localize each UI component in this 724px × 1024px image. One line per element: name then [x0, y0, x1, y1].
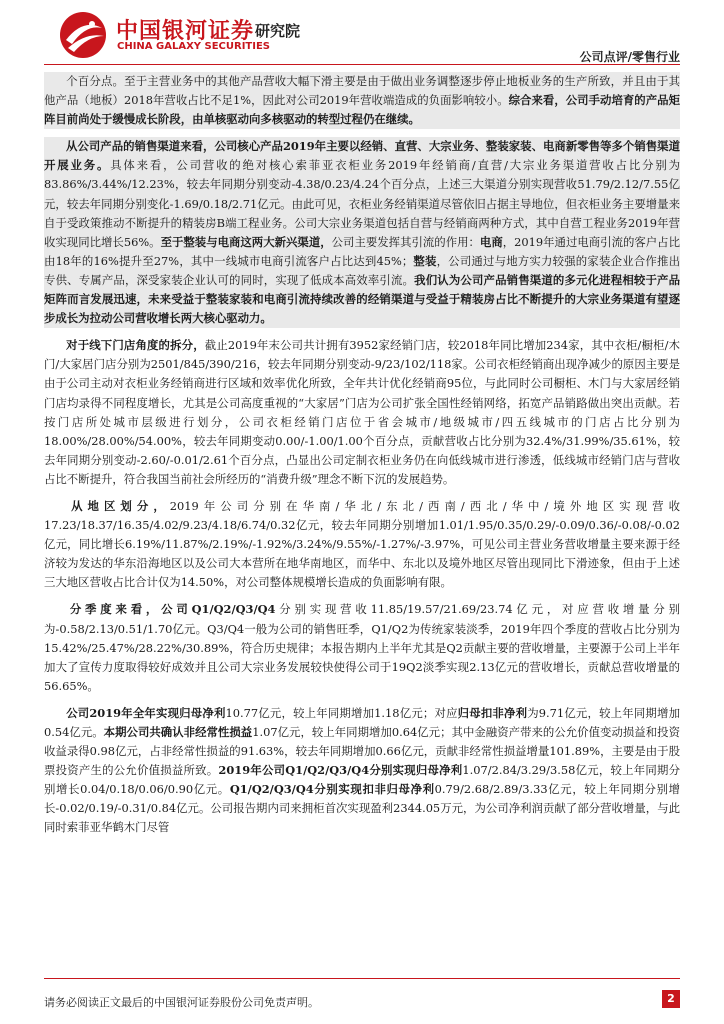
body-paragraph — [44, 137, 680, 328]
bold-text-segment: 分季度来看， — [66, 602, 162, 617]
bold-text-segment: 对于线下门店角度的拆分， — [66, 338, 205, 353]
bold-text-segment: 整装 — [413, 253, 437, 268]
footer-divider — [44, 978, 680, 979]
bold-text-segment: 本期公司共确认非经常性损益 — [103, 725, 253, 739]
text-segment: 分别实现营收11.85/19.57/21.69/23.74亿元，对应营收增量分别为-0.58/2.13/0.51/1.70亿元。Q3/Q4一般为公司的销售旺季，Q1/Q2为传统家装淡季，2019年四个季度的营收占比分别为15.42%/25.47%/28.22%/30.89%，符合历史规律；本报告期内上半年尤其是Q2贡献主要的营收增量，主要源于公司上半年加大了宣传力度取得较好成效并且公司大宗业务发展较快使得公司于19Q2淡季实现2.13亿元的营收增长，贡献总营收增量的56.65%。 — [44, 602, 680, 693]
bold-text-segment: 电商 — [479, 234, 503, 249]
text-segment: 具体来看，公司营收的绝对核心索菲亚衣柜业务2019年经销商/直营/大宗业务渠道营收占比分别为83.86%/3.44%/12.23%，较去年同期分别变动-4.38/0.23/4.24个百分点，上述三大渠道分别实现营收51.79/2.12/7.55亿元，较去年同期分别变化-1.69/0.18/2.71亿元。由此可见，衣柜业务经销渠道尽管依旧占据主导地位，但衣柜业务主要增量来自于受政策推动不断提升的精装房B端工程业务。公司大宗业务渠道包括自营与经销商两种方式，其中自营工程业务2019年营收实现同比增长56%。 — [44, 158, 680, 249]
bold-text-segment: 至于整装与电商这两大新兴渠道， — [160, 234, 332, 249]
page-number: 2 — [662, 990, 680, 1008]
body-paragraph — [44, 704, 680, 838]
footer-disclaimer: 请务必阅读正文最后的中国银河证券股份公司免责声明。 — [44, 996, 319, 1009]
header-divider — [44, 64, 680, 65]
text-segment: 2019年公司分别在华南/华北/东北/西南/西北/华中/境外地区实现营收17.23/18.37/16.35/4.02/9.23/4.18/6.74/0.32亿元，较去年同期分别增加1.01/1.95/0.35/0.29/-0.09/0.36/-0.08/-0.02亿元，同比增长6.19%/11.87%/2.19%/-1.92%/3.24%/9.55%/-1.27%/-3.97%，可见公司主营业务营收增量主要来源于经济较为发达的华东沿海地区以及公司大本营所在地华南地区，而华中、东北以及境外地区尽管出现同比下滑迹象，但由于上述三大地区营收占比合计仅为14.50%，对公司整体规模增长造成的负面影响有限。 — [44, 498, 680, 590]
bold-text-segment: 归母扣非净利 — [457, 705, 528, 720]
text-segment: 10.77亿元，较上年同期增加1.18亿元；对应 — [225, 705, 458, 720]
body-paragraph — [44, 72, 680, 129]
text-segment: 0.79/2.68/2.89/3.33亿元，较上年同期分别增长-0.02/0.19/-0.31/0.84亿元。公司报告期内司来拥柜首次实现盈利2344.05万元，为公司净利润贡献了部分营收增量，与此同时索菲亚华鹤木门尽管 — [44, 782, 681, 835]
text-segment: ，公司通过与地方实力较强的家装企业合作推出专供、专属产品，深受家装企业认可的同时，实现了低成本高效率引流。 — [44, 253, 680, 287]
text-segment: 1.07/2.84/3.29/3.58亿元，较上年同期分别增长0.04/0.18/0.06/0.90亿元。 — [44, 763, 680, 797]
galaxy-logo-icon — [58, 10, 108, 60]
text-segment: 为9.71亿元，较上年同期增加0.54亿元。 — [44, 705, 680, 739]
text-segment: 1.07亿元，较上年同期增加0.64亿元；其中金融资产带来的公允价值变动损益和投资收益录得0.98亿元，占非经常性损益的91.63%，较去年同期增加0.66亿元，贡献非经常性损益增量101.89%，主要是由于股票投资产生的公允价值损益所致。 — [44, 725, 680, 778]
text-segment: 公司主要发挥其引流的作用： — [331, 234, 480, 249]
bold-text-segment: Q1/Q2/Q3/Q4分别实现扣非归母净利 — [229, 782, 435, 797]
bold-text-segment: 公司Q1/Q2/Q3/Q4 — [161, 602, 276, 617]
report-category: 公司点评/零售行业 — [579, 50, 680, 64]
bold-text-segment: 综合来看，公司手动培育的产品矩阵目前尚处于缓慢成长阶段，由单核驱动向多核驱动的转型过程仍在继续。 — [44, 93, 680, 127]
text-segment: 截止2019年末公司共计拥有3952家经销门店，较2018年同比增加234家，其中衣柜/橱柜/木门/大家居门店分别为2501/845/390/216，较去年同期分别变动-9/23/102/118家。公司衣柜经销商出现净减少的原因主要是由于公司主动对衣柜业务经销商进行区域和效率优化所致，全年共计优化经销商95位，与此同时公司橱柜、木门与大家居经销门店均录得不同程度增长，尤其是公司高度重视的“大家居”门店为公司扩张全国性经销网络，拓宽产品销路做出突出贡献。若按门店所处城市层级进行划分，公司衣柜经销门店位于省会城市/地级城市/四五线城市的门店占比分别为18.00%/28.00%/54.00%，较去年同期变动0.00/-1.00/1.00个百分点，贡献营收占比分别为32.4%/31.99%/35.61%，较去年同期分别变动-2.60/-0.01/2.61个百分点，凸显出公司定制衣柜业务仍在向低线城市进行渗透，低线城市经销门店与营收占比不断提升，符合我国当前社会所经历的“消费升级”理念不断下沉的发展趋势。 — [44, 338, 680, 486]
body-paragraph — [44, 600, 680, 695]
report-body — [44, 72, 680, 846]
bold-text-segment: 从公司产品的销售渠道来看，公司核心产品2019年主要以经销、直营、大宗业务、整装家装、电商新零售等多个销售渠道开展业务。 — [44, 139, 680, 173]
bold-text-segment: 公司2019年全年实现归母净利 — [66, 705, 226, 720]
bold-text-segment: 从地区划分， — [66, 498, 170, 513]
body-paragraph — [44, 497, 680, 592]
body-paragraph — [44, 336, 680, 489]
text-segment: 个百分点。至于主营业务中的其他产品营收大幅下滑主要是由于做出业务调整逐步停止地板业务的生产所致，并且由于其他产品（地板）2018年营收占比不足1%，因此对公司2019年营收端造成的负面影响较小。 — [44, 74, 680, 108]
bold-text-segment: 2019年公司Q1/Q2/Q3/Q4分别实现归母净利 — [218, 763, 463, 778]
bold-text-segment: 我们认为公司产品销售渠道的多元化进程相较于产品矩阵而言发展迅速，未来受益于整装家装和电商引流持续改善的经销渠道与受益于精装房占比不断提升的大宗业务渠道有望逐步成长为拉动公司营收增长两大核心驱动力。 — [44, 272, 680, 326]
brand-name-en: CHINA GALAXY SECURITIES — [117, 41, 270, 52]
brand-subtitle: 研究院 — [255, 22, 301, 40]
brand-name-cn: 中国银河证券 — [116, 19, 255, 44]
page-header — [0, 0, 724, 70]
text-segment: ，2019年通过电商引流的客户占比由18年的16%提升至27%，其中一线城市电商引流客户占比达到45%； — [44, 234, 680, 268]
